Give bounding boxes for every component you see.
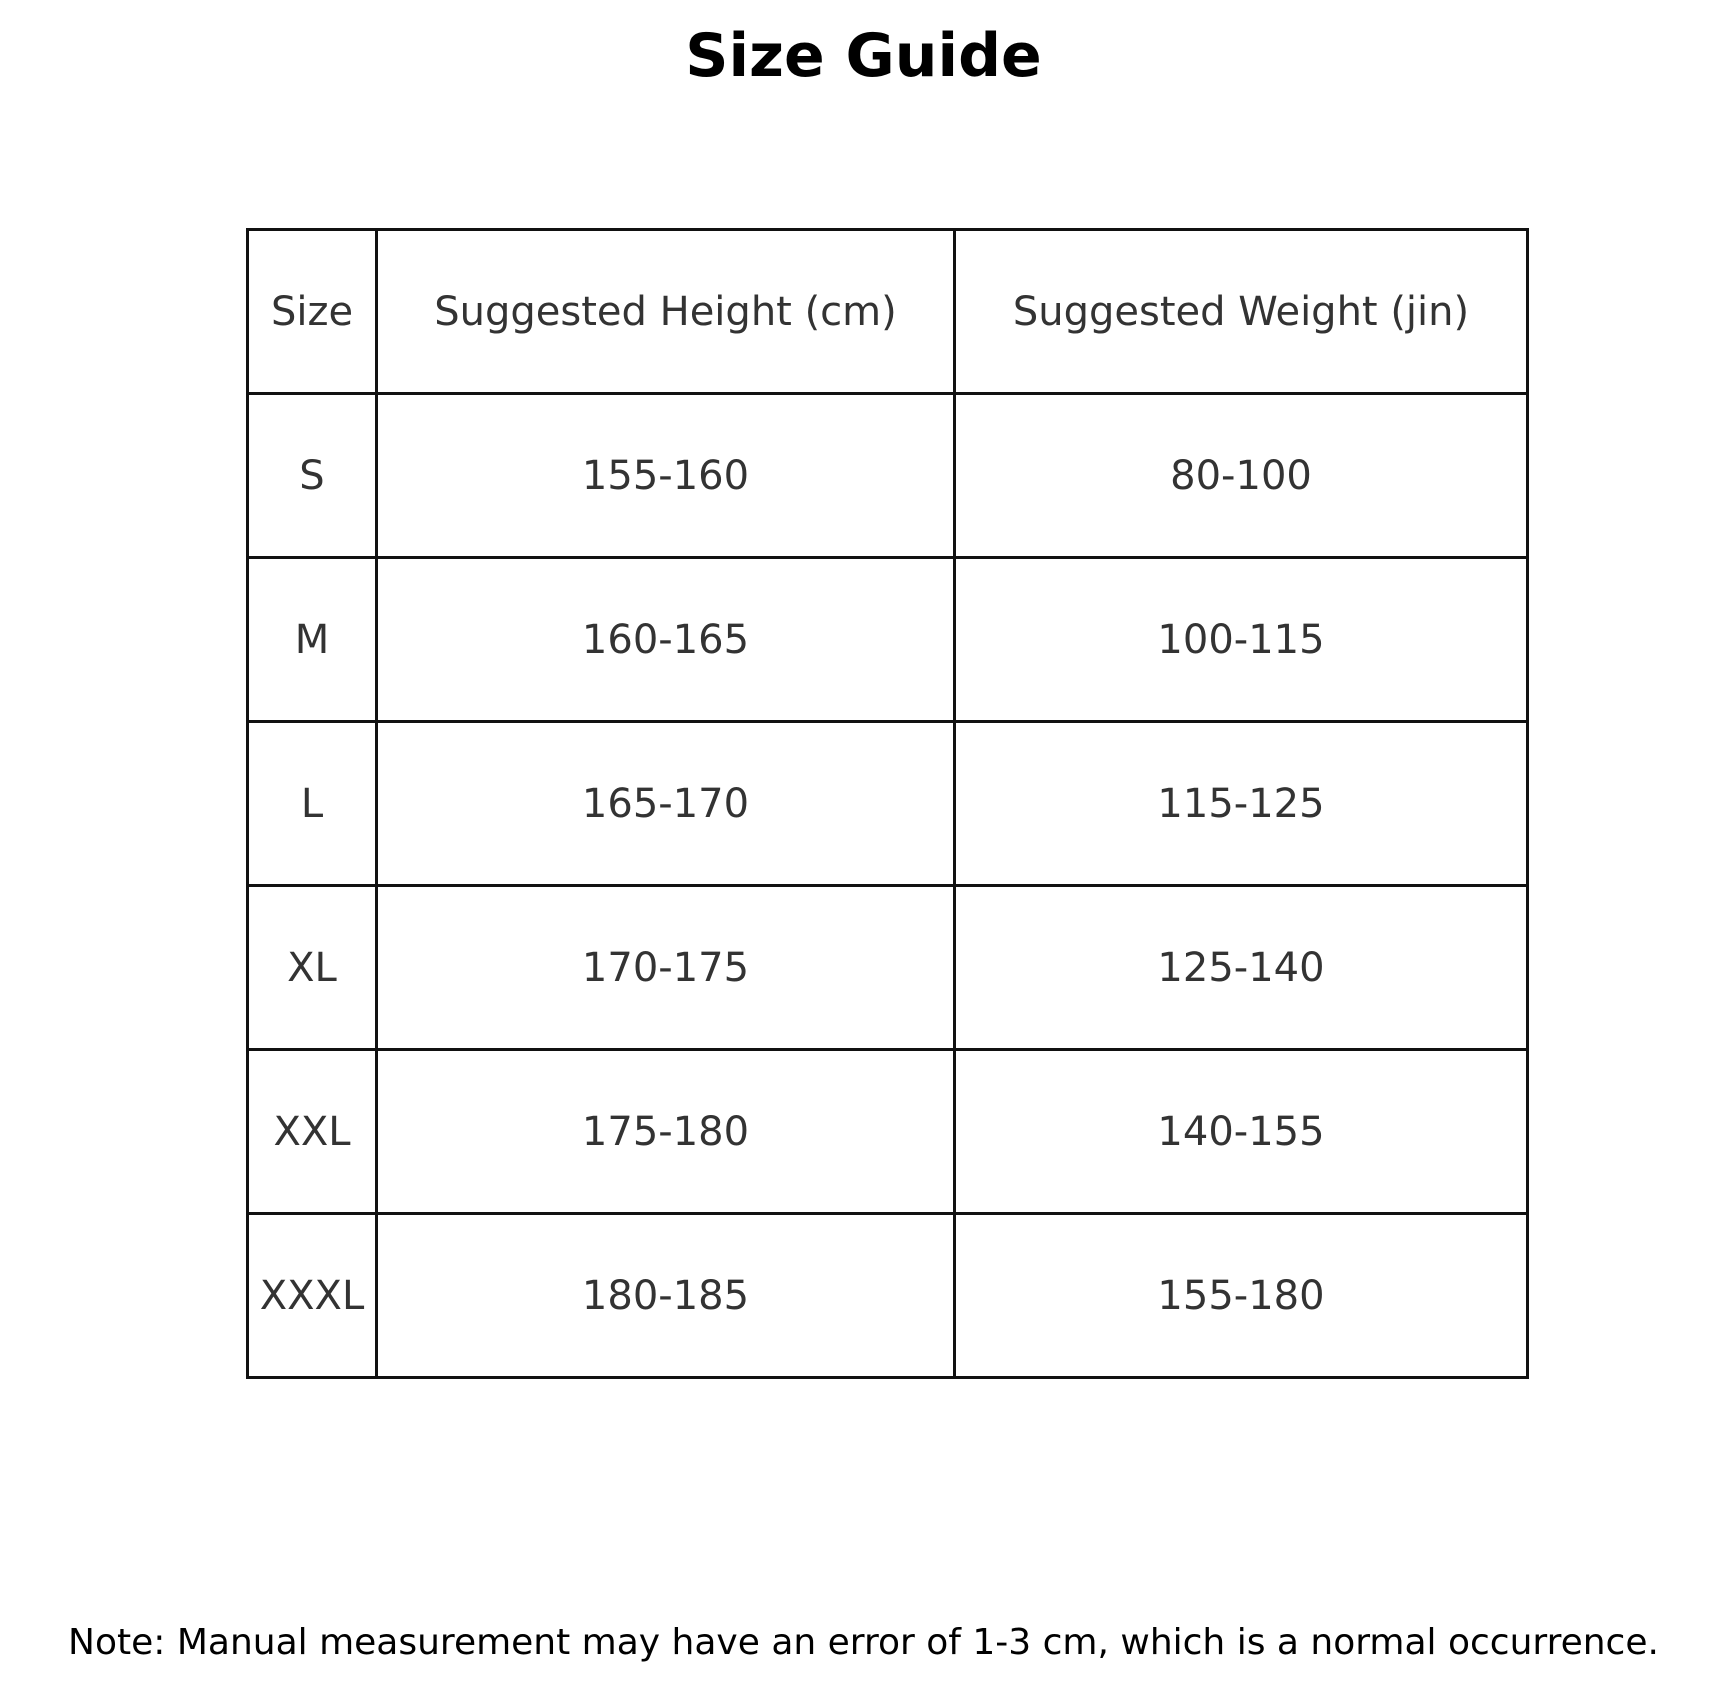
table-row xyxy=(248,394,1528,558)
height-cell: 155-160 xyxy=(377,394,955,558)
table-row xyxy=(248,722,1528,886)
size-cell: L xyxy=(248,722,377,886)
weight-cell: 115-125 xyxy=(955,722,1528,886)
page-title: Size Guide xyxy=(685,21,1042,91)
measurement-note: Note: Manual measurement may have an error of 1-3 cm, which is a normal occurrence. xyxy=(68,1622,1659,1663)
size-cell: S xyxy=(248,394,377,558)
table-row xyxy=(248,1214,1528,1378)
header-suggested-height: Suggested Height (cm) xyxy=(377,230,955,394)
weight-cell: 155-180 xyxy=(955,1214,1528,1378)
height-cell: 165-170 xyxy=(377,722,955,886)
table-row xyxy=(248,1050,1528,1214)
weight-cell: 125-140 xyxy=(955,886,1528,1050)
size-cell: XXL xyxy=(248,1050,377,1214)
header-size: Size xyxy=(248,230,377,394)
size-guide-table xyxy=(246,228,1529,1379)
height-cell: 170-175 xyxy=(377,886,955,1050)
size-cell: M xyxy=(248,558,377,722)
size-cell: XL xyxy=(248,886,377,1050)
size-cell: XXXL xyxy=(248,1214,377,1378)
table-header-row xyxy=(248,230,1528,394)
table-row xyxy=(248,886,1528,1050)
weight-cell: 100-115 xyxy=(955,558,1528,722)
weight-cell: 80-100 xyxy=(955,394,1528,558)
weight-cell: 140-155 xyxy=(955,1050,1528,1214)
height-cell: 180-185 xyxy=(377,1214,955,1378)
table-row xyxy=(248,558,1528,722)
header-suggested-weight: Suggested Weight (jin) xyxy=(955,230,1528,394)
height-cell: 175-180 xyxy=(377,1050,955,1214)
height-cell: 160-165 xyxy=(377,558,955,722)
